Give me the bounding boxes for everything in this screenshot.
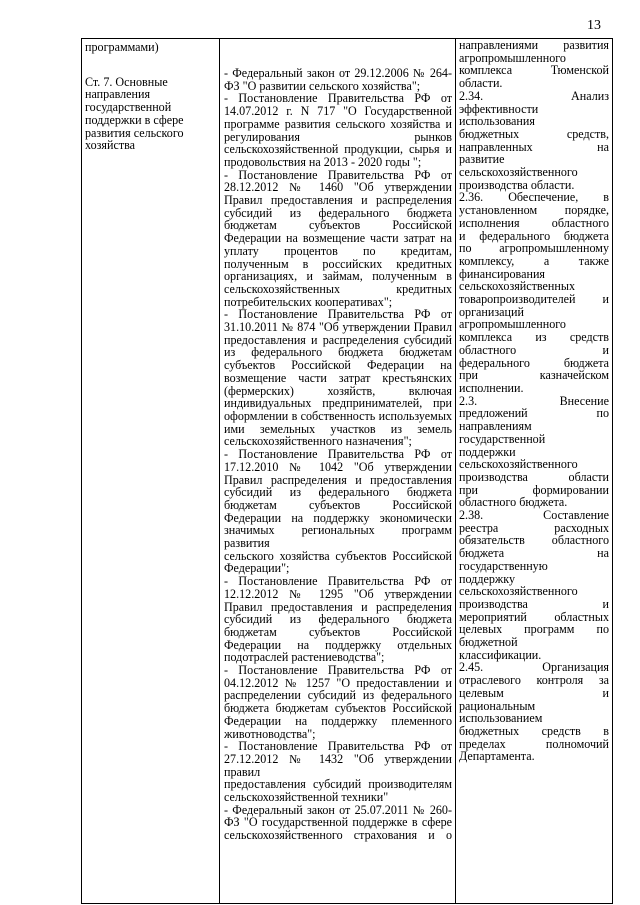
function-line: реестра расходных (459, 520, 609, 535)
function-line: сельскохозяйственного (459, 584, 578, 599)
function-line: сельскохозяйственных (459, 279, 576, 294)
legal-act-line: подотраслей растениеводства"; (224, 650, 385, 665)
function-line: финансирования (459, 266, 545, 281)
function-line: рациональным (459, 698, 536, 713)
function-line: государственную (459, 558, 548, 573)
function-line: и федерального бюджета (459, 228, 609, 243)
function-line: сельскохозяйственного (459, 165, 578, 180)
article-cell (82, 39, 220, 904)
legal-act-line: субсидий из федерального бюджета (224, 205, 452, 220)
legal-act-line: 17.12.2010 № 1042 "Об утверждении (224, 459, 452, 474)
legal-act-line: ФЗ "О развитии сельского хозяйства"; (224, 78, 421, 93)
legal-act-line: сельскохозяйственных кредитных (224, 281, 452, 296)
article-heading-line: государственной (85, 100, 172, 115)
article-heading-line: развития сельского (85, 125, 184, 140)
legal-act-line: - Постановление Правительства РФ от (224, 447, 452, 462)
function-line: установленном порядке, (459, 203, 609, 218)
function-line: обязательств областного (459, 533, 609, 548)
legal-act-line: уплату процентов по кредитам, (224, 243, 452, 258)
legal-act-line: полученным в российских кредитных (224, 256, 452, 271)
legal-act-line: субсидий из федерального бюджета (224, 612, 452, 627)
function-line: исполнении. (459, 380, 524, 395)
function-line: поддержку (459, 571, 515, 586)
legal-act-line: из федерального бюджета бюджетам (224, 345, 452, 360)
legal-act-line: бюджетам субъектов Российской (224, 497, 452, 512)
legal-act-line: (фермерских) хозяйств, включая (224, 383, 452, 398)
function-line: государственной (459, 431, 546, 446)
function-line: сельскохозяйственного (459, 457, 578, 472)
legal-act-line: Правил предоставления и распределения (224, 599, 452, 614)
article-heading-line: поддержки в сфере (85, 112, 184, 127)
function-line: производства области (459, 469, 609, 484)
legal-act-line: - Федеральный закон от 25.07.2011 № 260- (224, 802, 452, 817)
function-line: использованием (459, 711, 543, 726)
legal-act-line: Федерации"; (224, 561, 290, 576)
function-line: бюджета на (459, 546, 609, 561)
legal-act-line: Правил распределения и предоставления (224, 472, 452, 487)
legal-act-line: 04.12.2012 № 1257 "О предоставлении и (224, 675, 452, 690)
function-line: целевым и (459, 685, 609, 700)
legal-act-line: сельскохозяйственной продукции, сырья и (224, 142, 452, 157)
function-line: направлениями развития (459, 38, 609, 52)
function-line: исполнения областного (459, 215, 609, 230)
function-line: организаций (459, 304, 524, 319)
function-line: комплекса Тюменской (459, 63, 609, 78)
legal-act-line: сельскохозяйственной техники" (224, 790, 389, 805)
legal-act-line: сельскохозяйственного назначения"; (224, 434, 412, 449)
legal-act-line: - Постановление Правительства РФ от (224, 167, 452, 182)
legal-act-line: - Постановление Правительства РФ от (224, 739, 452, 754)
legal-act-line: Федерации на поддержку отдельных (224, 637, 452, 652)
legal-act-line: - Постановление Правительства РФ от (224, 574, 452, 589)
legal-act-line: 14.07.2012 г. N 717 "О Государственной (224, 104, 452, 119)
legal-act-line: сельскохозяйственного страхования и о (224, 828, 452, 843)
functions-cell (456, 39, 613, 904)
function-line: 2.34. Анализ (459, 88, 609, 103)
legal-act-line: регулирования рынков (224, 129, 452, 144)
function-line: использования (459, 114, 535, 129)
legal-act-line: животноводства"; (224, 726, 316, 741)
function-line: областного бюджета. (459, 495, 568, 510)
function-line: эффективности (459, 101, 539, 116)
legal-act-line: предоставления субсидий производителям (224, 777, 452, 792)
function-line: бюджетных средств, (459, 126, 609, 141)
function-line: агропромышленного (459, 317, 566, 332)
legal-act-line: организациях, и займам, полученным в (224, 269, 452, 284)
function-line: 2.45. Организация (459, 660, 609, 675)
legal-act-line: предоставления и распределения субсидий (224, 332, 452, 347)
function-line: предложений по (459, 406, 609, 421)
legal-act-line: ФЗ "О государственной поддержке в сфере (224, 815, 452, 830)
function-line: комплекса из средств (459, 330, 609, 345)
legal-act-line: программе развития сельского хозяйства и (224, 116, 452, 131)
legal-table (81, 38, 613, 904)
function-line: федерального бюджета (459, 355, 609, 370)
legal-act-line: оформлении в собственность используемых (224, 408, 452, 423)
legal-act-line: возмещение части затрат крестьянских (224, 370, 452, 385)
page-number: 13 (587, 18, 601, 33)
function-line: бюджетных средств в (459, 723, 609, 738)
table-row (82, 39, 613, 904)
function-line: агропромышленного (459, 50, 566, 65)
legal-act-line: распределении субсидий из федерального (224, 688, 452, 703)
function-line: областного и (459, 342, 609, 357)
legal-act-line: сельского хозяйства субъектов Российской (224, 548, 452, 563)
function-line: производства области. (459, 177, 575, 192)
legal-act-line: Федерации на поддержку племенного (224, 713, 452, 728)
function-line: пределах полномочий (459, 736, 609, 751)
function-line: 2.3. Внесение (459, 393, 609, 408)
legal-act-line: 12.12.2012 № 1295 "Об утверждении (224, 586, 452, 601)
continued-text: программами) (85, 40, 159, 54)
legal-act-line: субсидий из федерального бюджета (224, 485, 452, 500)
function-line: направленных на (459, 139, 609, 154)
legal-act-line: - Постановление Правительства РФ от (224, 91, 452, 106)
legal-act-line: ими земельных участков из земель (224, 421, 452, 436)
legal-act-line: Правил предоставления и распределения (224, 193, 452, 208)
legal-act-line: потребительских кооперативах"; (224, 294, 393, 309)
article-heading-line: направления (85, 87, 151, 102)
legal-act-line: Федерации на поддержку экономически (224, 510, 452, 525)
legal-act-line: бюджетам субъектов Российской (224, 624, 452, 639)
legal-act-line: бюджетам субъектов Российской (224, 218, 452, 233)
function-line: товаропроизводителей и (459, 292, 609, 307)
function-line: направлениям (459, 419, 532, 434)
legal-act-line: значимых региональных программ развития (224, 523, 452, 551)
function-line: комплексу, а также (459, 253, 609, 268)
function-line: классификации. (459, 647, 542, 662)
function-line: отраслевого контроля за (459, 673, 609, 688)
function-line: при казначейском (459, 368, 609, 383)
article-heading (85, 76, 214, 152)
function-line: при формировании (459, 482, 609, 497)
legal-act-line: - Федеральный закон от 29.12.2006 № 264- (224, 66, 452, 80)
function-line: бюджетной (459, 635, 518, 650)
legal-acts-cell (220, 39, 456, 904)
function-line: 2.36. Обеспечение, в (459, 190, 609, 205)
legal-act-line: бюджета бюджетам субъектов Российской (224, 701, 452, 716)
legal-act-line: 27.12.2012 № 1432 "Об утверждении правил (224, 751, 452, 779)
article-heading-line: хозяйства (85, 138, 136, 153)
function-line: развитие (459, 152, 505, 167)
function-line: целевых программ по (459, 622, 609, 637)
legal-act-line: 31.10.2011 № 874 "Об утверждении Правил (224, 320, 452, 335)
function-line: мероприятий областных (459, 609, 609, 624)
legal-act-line: продовольствия на 2013 - 2020 годы "; (224, 154, 422, 169)
legal-act-line: - Постановление Правительства РФ от (224, 307, 452, 322)
function-line: области. (459, 76, 503, 91)
function-line: по агропромышленному (459, 241, 609, 256)
legal-act-line: субъектов Российской Федерации на (224, 358, 452, 373)
legal-act-line: - Постановление Правительства РФ от (224, 663, 452, 678)
legal-act-line: Федерации на возмещение части затрат на (224, 231, 452, 246)
function-line: поддержки (459, 444, 516, 459)
article-heading-line: Ст. 7. Основные (85, 74, 168, 89)
legal-act-line: 28.12.2012 № 1460 "Об утверждении (224, 180, 452, 195)
function-line: производства и (459, 596, 609, 611)
function-line: 2.38. Составление (459, 508, 609, 523)
function-line: Департамента. (459, 749, 535, 764)
legal-act-line: индивидуальных предпринимателей, при (224, 396, 452, 411)
